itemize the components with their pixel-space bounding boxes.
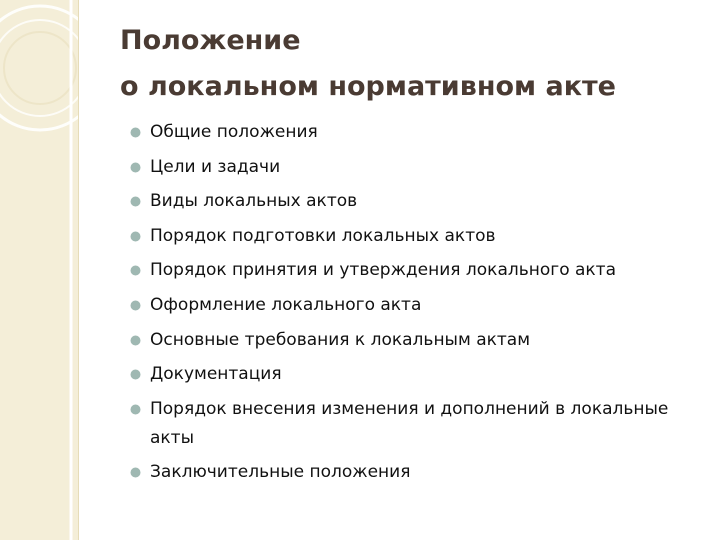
circle-bullet-icon xyxy=(130,404,141,415)
circle-bullet-icon xyxy=(130,467,141,478)
list-item-text: Виды локальных актов xyxy=(150,191,358,212)
circle-rings-decoration xyxy=(0,0,78,540)
list-item xyxy=(130,395,690,453)
list-item-text: Оформление локального акта xyxy=(150,294,422,315)
list-item xyxy=(130,153,710,182)
list-item-text: Порядок внесения изменения и дополнений в локальные акты xyxy=(150,398,669,448)
title-line-1: Положение xyxy=(120,25,301,56)
slide-title xyxy=(120,18,616,110)
bullet-list xyxy=(130,118,710,493)
circle-bullet-icon xyxy=(130,300,141,311)
circle-bullet-icon xyxy=(130,231,141,242)
sidebar-decoration xyxy=(0,0,79,540)
circle-bullet-icon xyxy=(130,369,141,380)
list-item-text: Общие положения xyxy=(150,122,318,142)
circle-bullet-icon xyxy=(130,335,141,346)
circle-bullet-icon xyxy=(130,196,141,207)
circle-bullet-icon xyxy=(130,127,141,138)
list-item-text: Документация xyxy=(150,364,282,385)
list-item xyxy=(130,291,710,320)
list-item-text: Основные требования к локальным актам xyxy=(150,329,531,350)
circle-bullet-icon xyxy=(130,265,141,276)
list-item xyxy=(130,118,710,147)
list-item xyxy=(130,326,710,355)
list-item-text: Порядок принятия и утверждения локального акта xyxy=(150,260,617,281)
list-item xyxy=(130,256,710,285)
list-item xyxy=(130,187,710,216)
circle-bullet-icon xyxy=(130,162,141,173)
list-item-text: Порядок подготовки локальных актов xyxy=(150,225,496,246)
list-item-text: Заключительные положения xyxy=(150,462,411,483)
list-item-text: Цели и задачи xyxy=(150,156,281,177)
title-line-2: о локальном нормативном акте xyxy=(120,71,616,102)
list-item xyxy=(130,458,710,487)
list-item xyxy=(130,222,710,251)
list-item xyxy=(130,360,710,389)
